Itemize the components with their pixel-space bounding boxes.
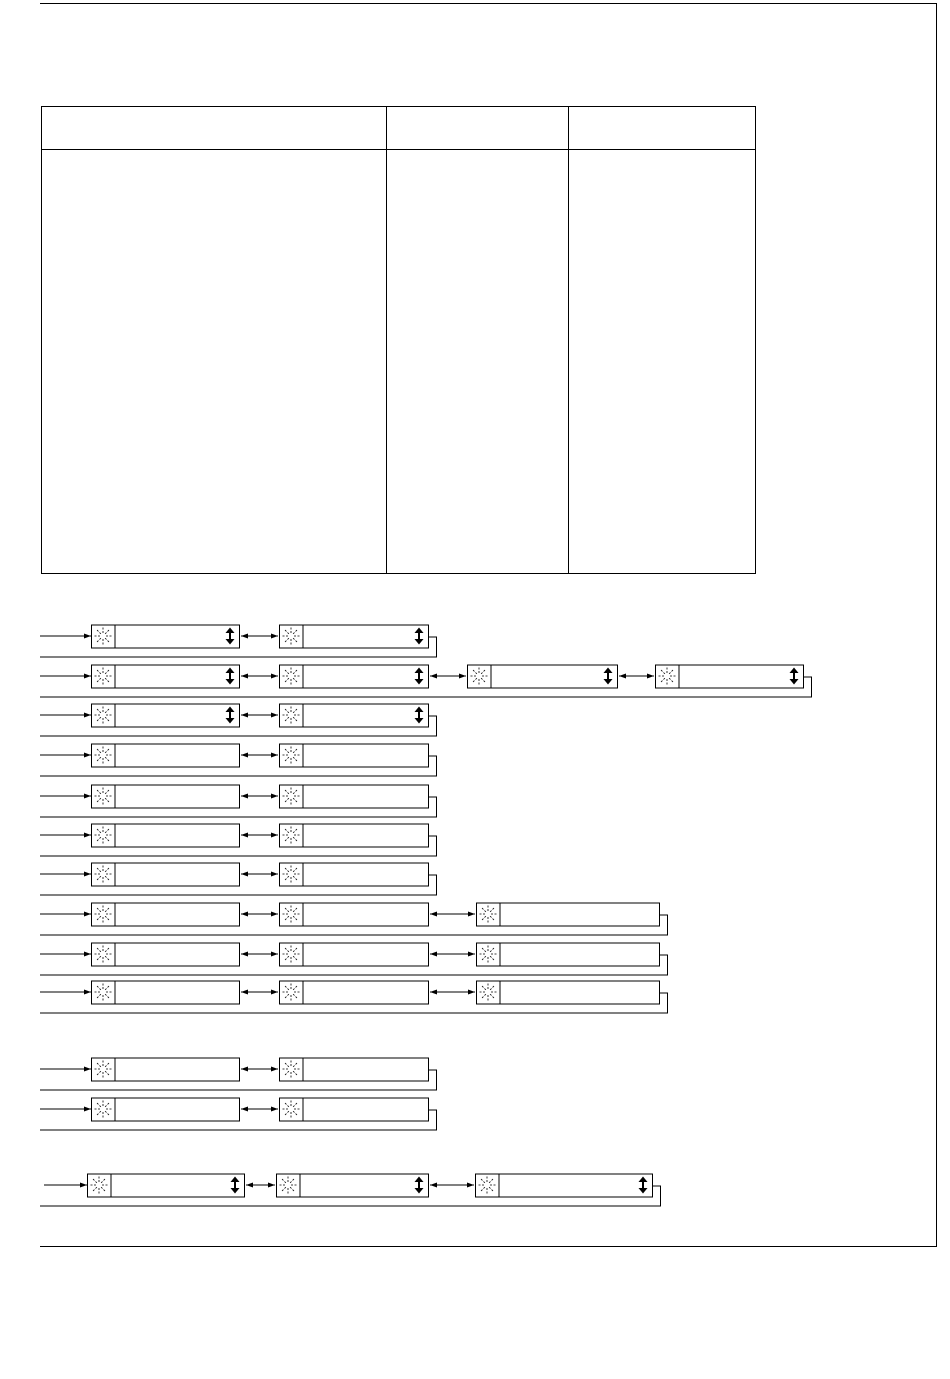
screen-frame xyxy=(477,981,660,1004)
screen-frame xyxy=(92,744,240,767)
screen-frame xyxy=(92,981,240,1004)
diagram-row xyxy=(40,785,437,818)
screen-frame xyxy=(280,1098,429,1121)
menu-screen xyxy=(92,943,240,967)
screen-frame xyxy=(92,824,240,847)
menu-screen xyxy=(477,981,660,1005)
diagram-row xyxy=(40,824,437,857)
menu-screen xyxy=(280,824,429,848)
screen-frame xyxy=(280,1058,429,1081)
screen-frame xyxy=(280,744,429,767)
screen-frame xyxy=(92,704,240,727)
menu-screen xyxy=(280,981,429,1005)
screen-frame xyxy=(280,824,429,847)
menu-screen xyxy=(280,863,429,887)
menu-screen xyxy=(656,665,804,689)
menu-screen xyxy=(92,704,240,728)
menu-screen xyxy=(92,1058,240,1082)
diagram-row xyxy=(40,943,668,976)
diagram-row xyxy=(40,863,437,896)
menu-screen xyxy=(92,1098,240,1122)
menu-screen xyxy=(92,785,240,809)
menu-screen xyxy=(277,1174,429,1198)
screen-frame xyxy=(656,665,804,688)
diagram-row xyxy=(40,1174,661,1207)
menu-screen xyxy=(468,665,618,689)
menu-screen xyxy=(92,824,240,848)
menu-screen xyxy=(280,1098,429,1122)
screen-frame xyxy=(280,625,429,648)
menu-screen xyxy=(92,903,240,927)
menu-screen xyxy=(92,625,240,649)
screen-frame xyxy=(280,665,429,688)
menu-screen xyxy=(92,863,240,887)
screen-frame xyxy=(92,1058,240,1081)
menu-screen xyxy=(280,903,429,927)
menu-screen xyxy=(477,943,660,967)
diagram-row xyxy=(40,744,437,777)
screen-frame xyxy=(280,785,429,808)
diagram-row xyxy=(40,1098,437,1131)
screen-frame xyxy=(277,1174,429,1197)
screen-frame xyxy=(92,785,240,808)
screen-frame xyxy=(92,1098,240,1121)
diagram-row xyxy=(40,665,812,698)
menu-screen xyxy=(88,1174,245,1198)
screen-frame xyxy=(280,981,429,1004)
screen-frame xyxy=(92,863,240,886)
diagram-row xyxy=(40,903,668,936)
diagram-row xyxy=(40,981,668,1014)
screen-frame xyxy=(92,903,240,926)
diagram-row xyxy=(40,625,437,658)
menu-screen xyxy=(280,744,429,768)
menu-screen xyxy=(280,785,429,809)
screen-frame xyxy=(476,1174,653,1197)
menu-screen xyxy=(280,665,429,689)
screen-frame xyxy=(468,665,618,688)
menu-screen xyxy=(477,903,660,927)
screen-frame xyxy=(280,903,429,926)
menu-screen xyxy=(280,704,429,728)
screen-frame xyxy=(92,625,240,648)
screen-frame xyxy=(280,863,429,886)
screen-frame xyxy=(280,943,429,966)
screen-frame xyxy=(477,943,660,966)
menu-screen xyxy=(92,744,240,768)
screen-frame xyxy=(92,943,240,966)
menu-screen xyxy=(92,981,240,1005)
screen-frame xyxy=(280,704,429,727)
menu-screen xyxy=(280,1058,429,1082)
menu-screen xyxy=(280,943,429,967)
menu-screen xyxy=(280,625,429,649)
menu-screen xyxy=(476,1174,653,1198)
diagram-row xyxy=(40,1058,437,1091)
screen-frame xyxy=(92,665,240,688)
diagram-row xyxy=(40,704,437,737)
screen-frame xyxy=(477,903,660,926)
menu-screen xyxy=(92,665,240,689)
